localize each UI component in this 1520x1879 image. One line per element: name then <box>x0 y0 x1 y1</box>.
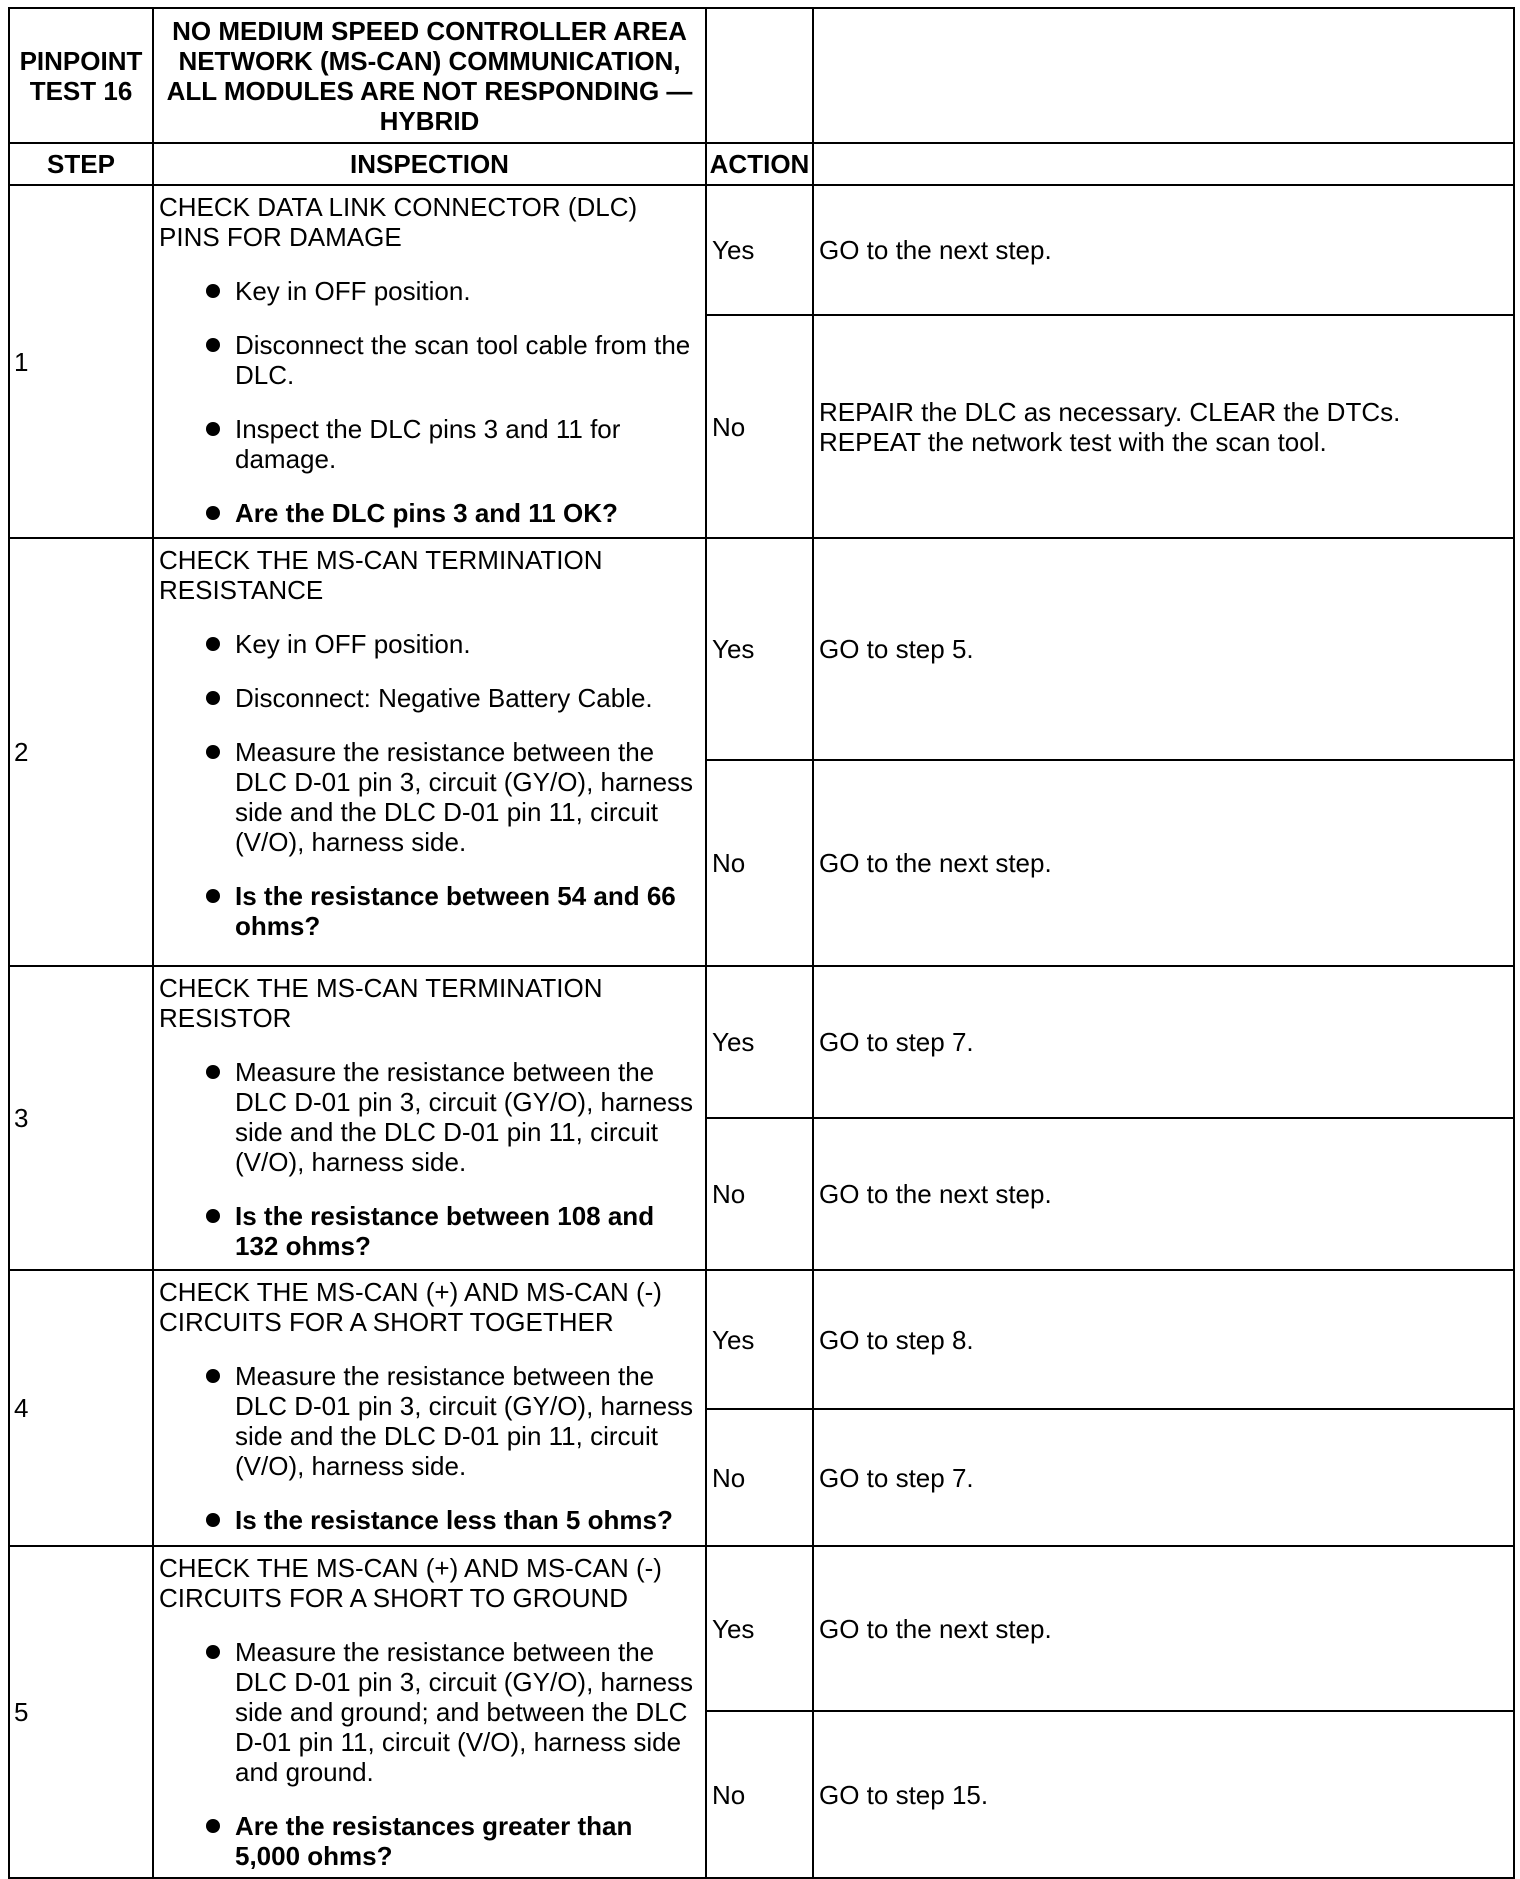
answer-yes: Yes <box>706 1270 813 1409</box>
action-yes: GO to the next step. <box>813 1546 1514 1711</box>
test-description: NO MEDIUM SPEED CONTROLLER AREA NETWORK (MS-CAN) COMMUNICATION, ALL MODULES ARE NOT RESPONDING — HYBRID <box>153 8 706 143</box>
step-row-yes <box>9 1546 1514 1711</box>
answer-yes: Yes <box>706 538 813 760</box>
inspection-bullet: Disconnect: Negative Battery Cable. <box>159 683 697 713</box>
inspection-cell <box>153 1270 706 1546</box>
step-row-yes <box>9 538 1514 760</box>
header-blank-cell <box>813 143 1514 185</box>
inspection-question: Is the resistance between 54 and 66 ohms? <box>159 881 697 941</box>
inspection-question: Are the resistances greater than 5,000 ohms? <box>159 1811 697 1871</box>
action-yes: GO to step 7. <box>813 966 1514 1118</box>
inspection-cell <box>153 966 706 1270</box>
inspection-question: Are the DLC pins 3 and 11 OK? <box>159 498 697 528</box>
inspection-bullets <box>159 629 697 941</box>
inspection-bullet: Measure the resistance between the DLC D-01 pin 3, circuit (GY/O), harness side and the DLC D-01 pin 11, circuit (V/O), harness side. <box>159 1057 697 1177</box>
inspection-bullet: Measure the resistance between the DLC D-01 pin 3, circuit (GY/O), harness side and the DLC D-01 pin 11, circuit (V/O), harness side. <box>159 737 697 857</box>
step-number: 2 <box>9 538 153 966</box>
action-no: REPAIR the DLC as necessary. CLEAR the DTCs. REPEAT the network test with the scan tool. <box>813 315 1514 538</box>
inspection-title: CHECK THE MS-CAN TERMINATION RESISTANCE <box>159 545 603 605</box>
action-header: ACTION <box>706 143 813 185</box>
inspection-bullets <box>159 1057 697 1261</box>
action-no: GO to step 7. <box>813 1409 1514 1546</box>
step-number: 5 <box>9 1546 153 1878</box>
title-row <box>9 8 1514 143</box>
pinpoint-test-label: PINPOINT TEST 16 <box>9 8 153 143</box>
title-blank-cell-wide <box>813 8 1514 143</box>
step-row-yes <box>9 185 1514 315</box>
answer-yes: Yes <box>706 966 813 1118</box>
header-row <box>9 143 1514 185</box>
inspection-cell <box>153 1546 706 1878</box>
inspection-bullet: Key in OFF position. <box>159 629 697 659</box>
answer-no: No <box>706 1409 813 1546</box>
inspection-bullet: Inspect the DLC pins 3 and 11 for damage. <box>159 414 697 474</box>
inspection-bullet: Disconnect the scan tool cable from the DLC. <box>159 330 697 390</box>
answer-no: No <box>706 315 813 538</box>
action-no: GO to the next step. <box>813 1118 1514 1270</box>
inspection-bullet: Key in OFF position. <box>159 276 697 306</box>
inspection-question: Is the resistance between 108 and 132 ohms? <box>159 1201 697 1261</box>
inspection-bullets <box>159 1361 697 1535</box>
step-number: 3 <box>9 966 153 1270</box>
step-row-yes <box>9 966 1514 1118</box>
table-body <box>9 8 1514 1878</box>
inspection-title: CHECK DATA LINK CONNECTOR (DLC) PINS FOR DAMAGE <box>159 192 638 252</box>
inspection-bullets <box>159 1637 697 1871</box>
action-yes: GO to step 8. <box>813 1270 1514 1409</box>
inspection-bullet: Measure the resistance between the DLC D-01 pin 3, circuit (GY/O), harness side and the DLC D-01 pin 11, circuit (V/O), harness side. <box>159 1361 697 1481</box>
action-no: GO to step 15. <box>813 1711 1514 1878</box>
inspection-bullets <box>159 276 697 528</box>
inspection-cell <box>153 538 706 966</box>
answer-yes: Yes <box>706 1546 813 1711</box>
answer-no: No <box>706 1118 813 1270</box>
pinpoint-test-table <box>8 7 1515 1879</box>
action-yes: GO to step 5. <box>813 538 1514 760</box>
answer-yes: Yes <box>706 185 813 315</box>
action-no: GO to the next step. <box>813 760 1514 966</box>
inspection-cell <box>153 185 706 538</box>
inspection-question: Is the resistance less than 5 ohms? <box>159 1505 697 1535</box>
answer-no: No <box>706 760 813 966</box>
step-header: STEP <box>9 143 153 185</box>
inspection-title: CHECK THE MS-CAN TERMINATION RESISTOR <box>159 973 603 1033</box>
answer-no: No <box>706 1711 813 1878</box>
inspection-bullet: Measure the resistance between the DLC D-01 pin 3, circuit (GY/O), harness side and ground; and between the DLC D-01 pin 11, circuit (V/O), harness side and ground. <box>159 1637 697 1787</box>
step-number: 4 <box>9 1270 153 1546</box>
inspection-title: CHECK THE MS-CAN (+) AND MS-CAN (-) CIRCUITS FOR A SHORT TO GROUND <box>159 1553 662 1613</box>
title-blank-cell <box>706 8 813 143</box>
step-row-yes <box>9 1270 1514 1409</box>
inspection-header: INSPECTION <box>153 143 706 185</box>
inspection-title: CHECK THE MS-CAN (+) AND MS-CAN (-) CIRCUITS FOR A SHORT TOGETHER <box>159 1277 662 1337</box>
action-yes: GO to the next step. <box>813 185 1514 315</box>
step-number: 1 <box>9 185 153 538</box>
